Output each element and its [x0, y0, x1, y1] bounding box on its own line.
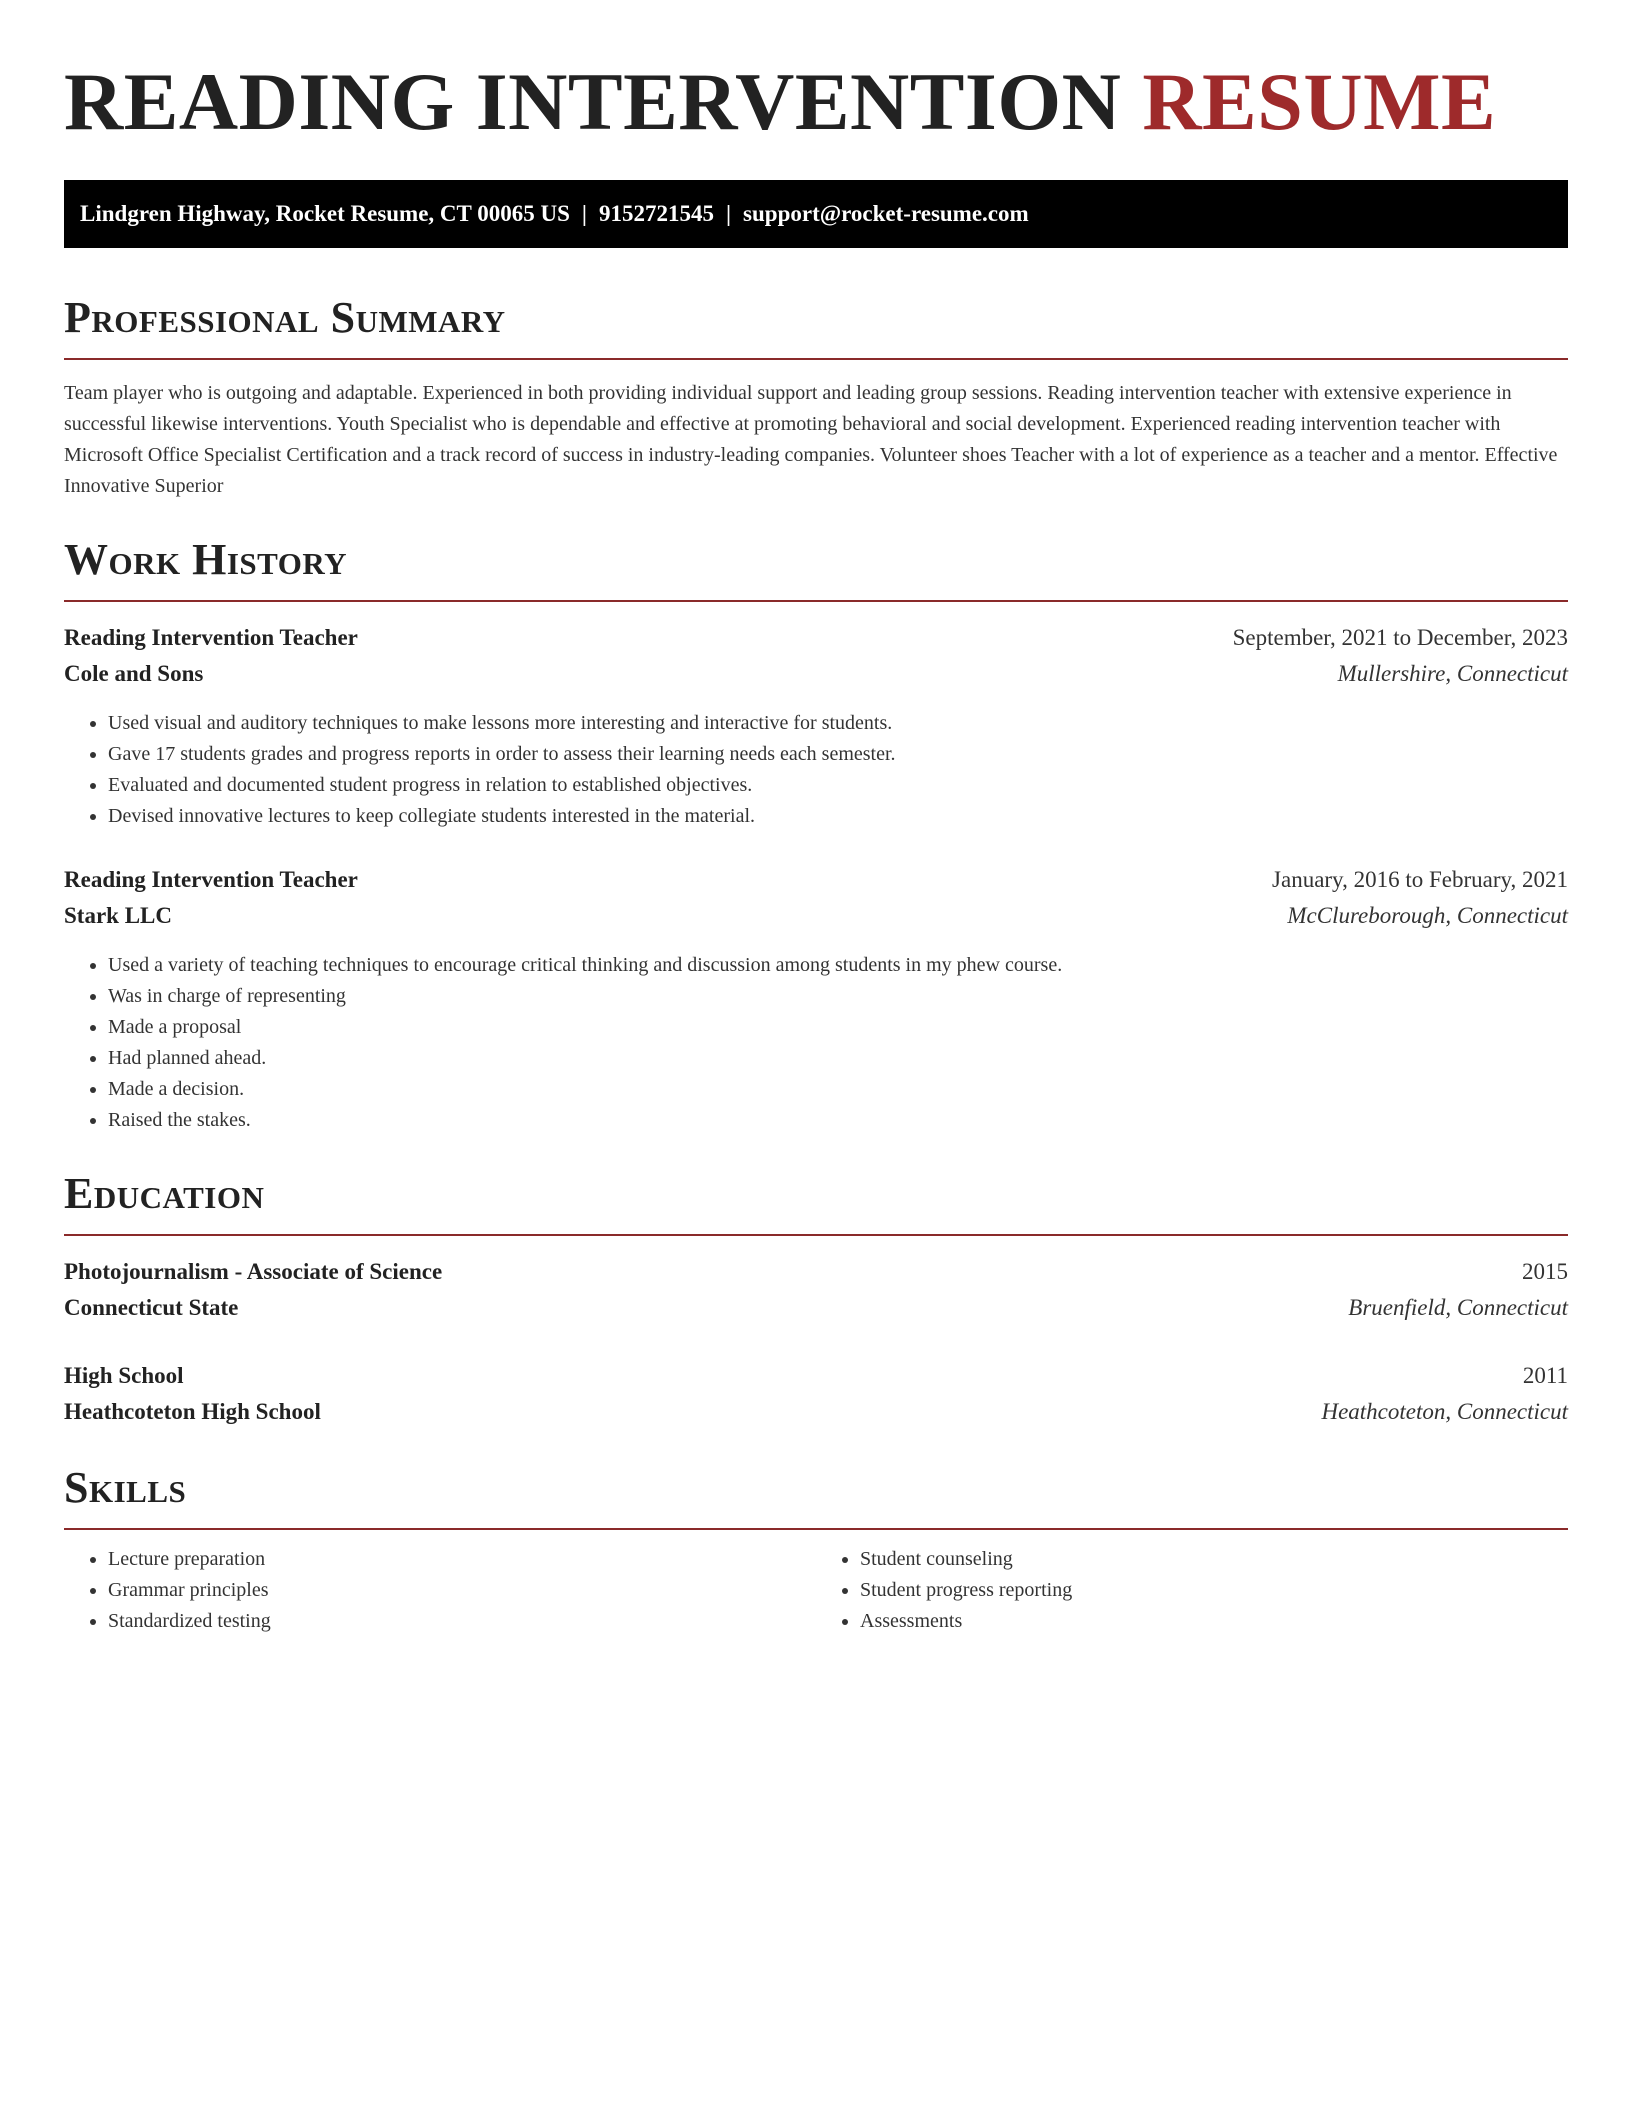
- section-divider: [64, 1528, 1568, 1530]
- skill-item: • Lecture preparation: [108, 1544, 816, 1575]
- contact-phone: 9152721545: [598, 201, 714, 226]
- education-entry: [64, 1254, 1568, 1326]
- job-company: Stark LLC: [64, 903, 172, 928]
- skill-item: • Grammar principles: [108, 1575, 816, 1606]
- job-bullets: [64, 950, 1568, 1136]
- summary-text: Team player who is outgoing and adaptable. Experienced in both providing individual support and leading group sessions. Reading intervention teacher with extensive experience in successful likewise interventions. Youth Specialist who is dependable and effective at promoting behavioral and social development. Experienced reading intervention teacher with Microsoft Office Specialist Certification and a track record of success in industry-leading companies. Volunteer shoes Teacher with a lot of experience as a teacher and a mentor. Effective Innovative Superior: [64, 382, 1558, 497]
- job-bullet: • Had planned ahead.: [108, 1043, 1568, 1074]
- contact-email[interactable]: support@rocket-resume.com: [743, 201, 1029, 226]
- job-bullet: • Made a proposal: [108, 1012, 1568, 1043]
- education-section: [64, 1166, 1568, 1430]
- job-entry: [64, 862, 1568, 1136]
- skills-list-right: [816, 1544, 1568, 1637]
- job-bullet: • Evaluated and documented student progress in relation to established objectives.: [108, 770, 1568, 801]
- job-entry: [64, 620, 1568, 832]
- section-divider: [64, 600, 1568, 602]
- contact-address: Lindgren Highway, Rocket Resume, CT 00065 US: [80, 201, 570, 226]
- job-bullet: • Gave 17 students grades and progress reports in order to assess their learning needs each semester.: [108, 739, 1568, 770]
- skill-item: • Standardized testing: [108, 1606, 816, 1637]
- title-accent: RESUME: [1142, 56, 1497, 147]
- skills-section: [64, 1460, 1568, 1637]
- job-title: Reading Intervention Teacher: [64, 625, 358, 650]
- job-location: McClureborough, Connecticut: [1287, 903, 1568, 928]
- education-header-row: [64, 1358, 1568, 1394]
- section-divider: [64, 1234, 1568, 1236]
- job-header-row: [64, 862, 1568, 898]
- job-title: Reading Intervention Teacher: [64, 867, 358, 892]
- skill-item: • Student progress reporting: [860, 1575, 1568, 1606]
- job-bullet: • Used a variety of teaching techniques to encourage critical thinking and discussion among students in my phew course.: [108, 950, 1568, 981]
- education-location: Bruenfield, Connecticut: [1348, 1295, 1568, 1320]
- education-entry: [64, 1358, 1568, 1430]
- education-school: Connecticut State: [64, 1295, 239, 1320]
- job-company: Cole and Sons: [64, 661, 204, 686]
- section-title-work-history: Work History: [64, 535, 348, 584]
- summary-section: [64, 290, 1568, 502]
- skill-item: • Student counseling: [860, 1544, 1568, 1575]
- education-school-row: [64, 1290, 1568, 1326]
- education-school: Heathcoteton High School: [64, 1399, 321, 1424]
- contact-separator: |: [725, 201, 732, 226]
- job-bullet: • Made a decision.: [108, 1074, 1568, 1105]
- contact-separator: |: [581, 201, 587, 226]
- skills-columns: [64, 1544, 1568, 1637]
- education-location: Heathcoteton, Connecticut: [1321, 1399, 1568, 1424]
- section-title-skills: Skills: [64, 1463, 187, 1512]
- job-dates: January, 2016 to February, 2021: [1272, 867, 1568, 892]
- job-location: Mullershire, Connecticut: [1337, 661, 1568, 686]
- section-title-education: Education: [64, 1169, 265, 1218]
- job-company-row: [64, 656, 1568, 692]
- job-bullet: • Used visual and auditory techniques to make lessons more interesting and interactive for students.: [108, 708, 1568, 739]
- education-year: 2011: [1522, 1363, 1568, 1388]
- resume-title: [64, 52, 1568, 152]
- job-dates: September, 2021 to December, 2023: [1232, 625, 1568, 650]
- section-divider: [64, 358, 1568, 360]
- education-school-row: [64, 1394, 1568, 1430]
- education-degree: Photojournalism - Associate of Science: [64, 1259, 443, 1284]
- job-bullet: • Devised innovative lectures to keep collegiate students interested in the material.: [108, 801, 1568, 832]
- skill-item: • Assessments: [860, 1606, 1568, 1637]
- job-company-row: [64, 898, 1568, 934]
- education-degree: High School: [64, 1363, 184, 1388]
- education-year: 2015: [1522, 1259, 1568, 1284]
- contact-bar: [64, 180, 1568, 248]
- job-bullet: • Was in charge of representing: [108, 981, 1568, 1012]
- work-history-section: [64, 532, 1568, 1136]
- title-main: READING INTERVENTION: [64, 56, 1122, 147]
- job-bullet: • Raised the stakes.: [108, 1105, 1568, 1136]
- job-header-row: [64, 620, 1568, 656]
- education-header-row: [64, 1254, 1568, 1290]
- job-bullets: [64, 708, 1568, 832]
- section-title-summary: Professional Summary: [64, 293, 506, 342]
- skills-list-left: [64, 1544, 816, 1637]
